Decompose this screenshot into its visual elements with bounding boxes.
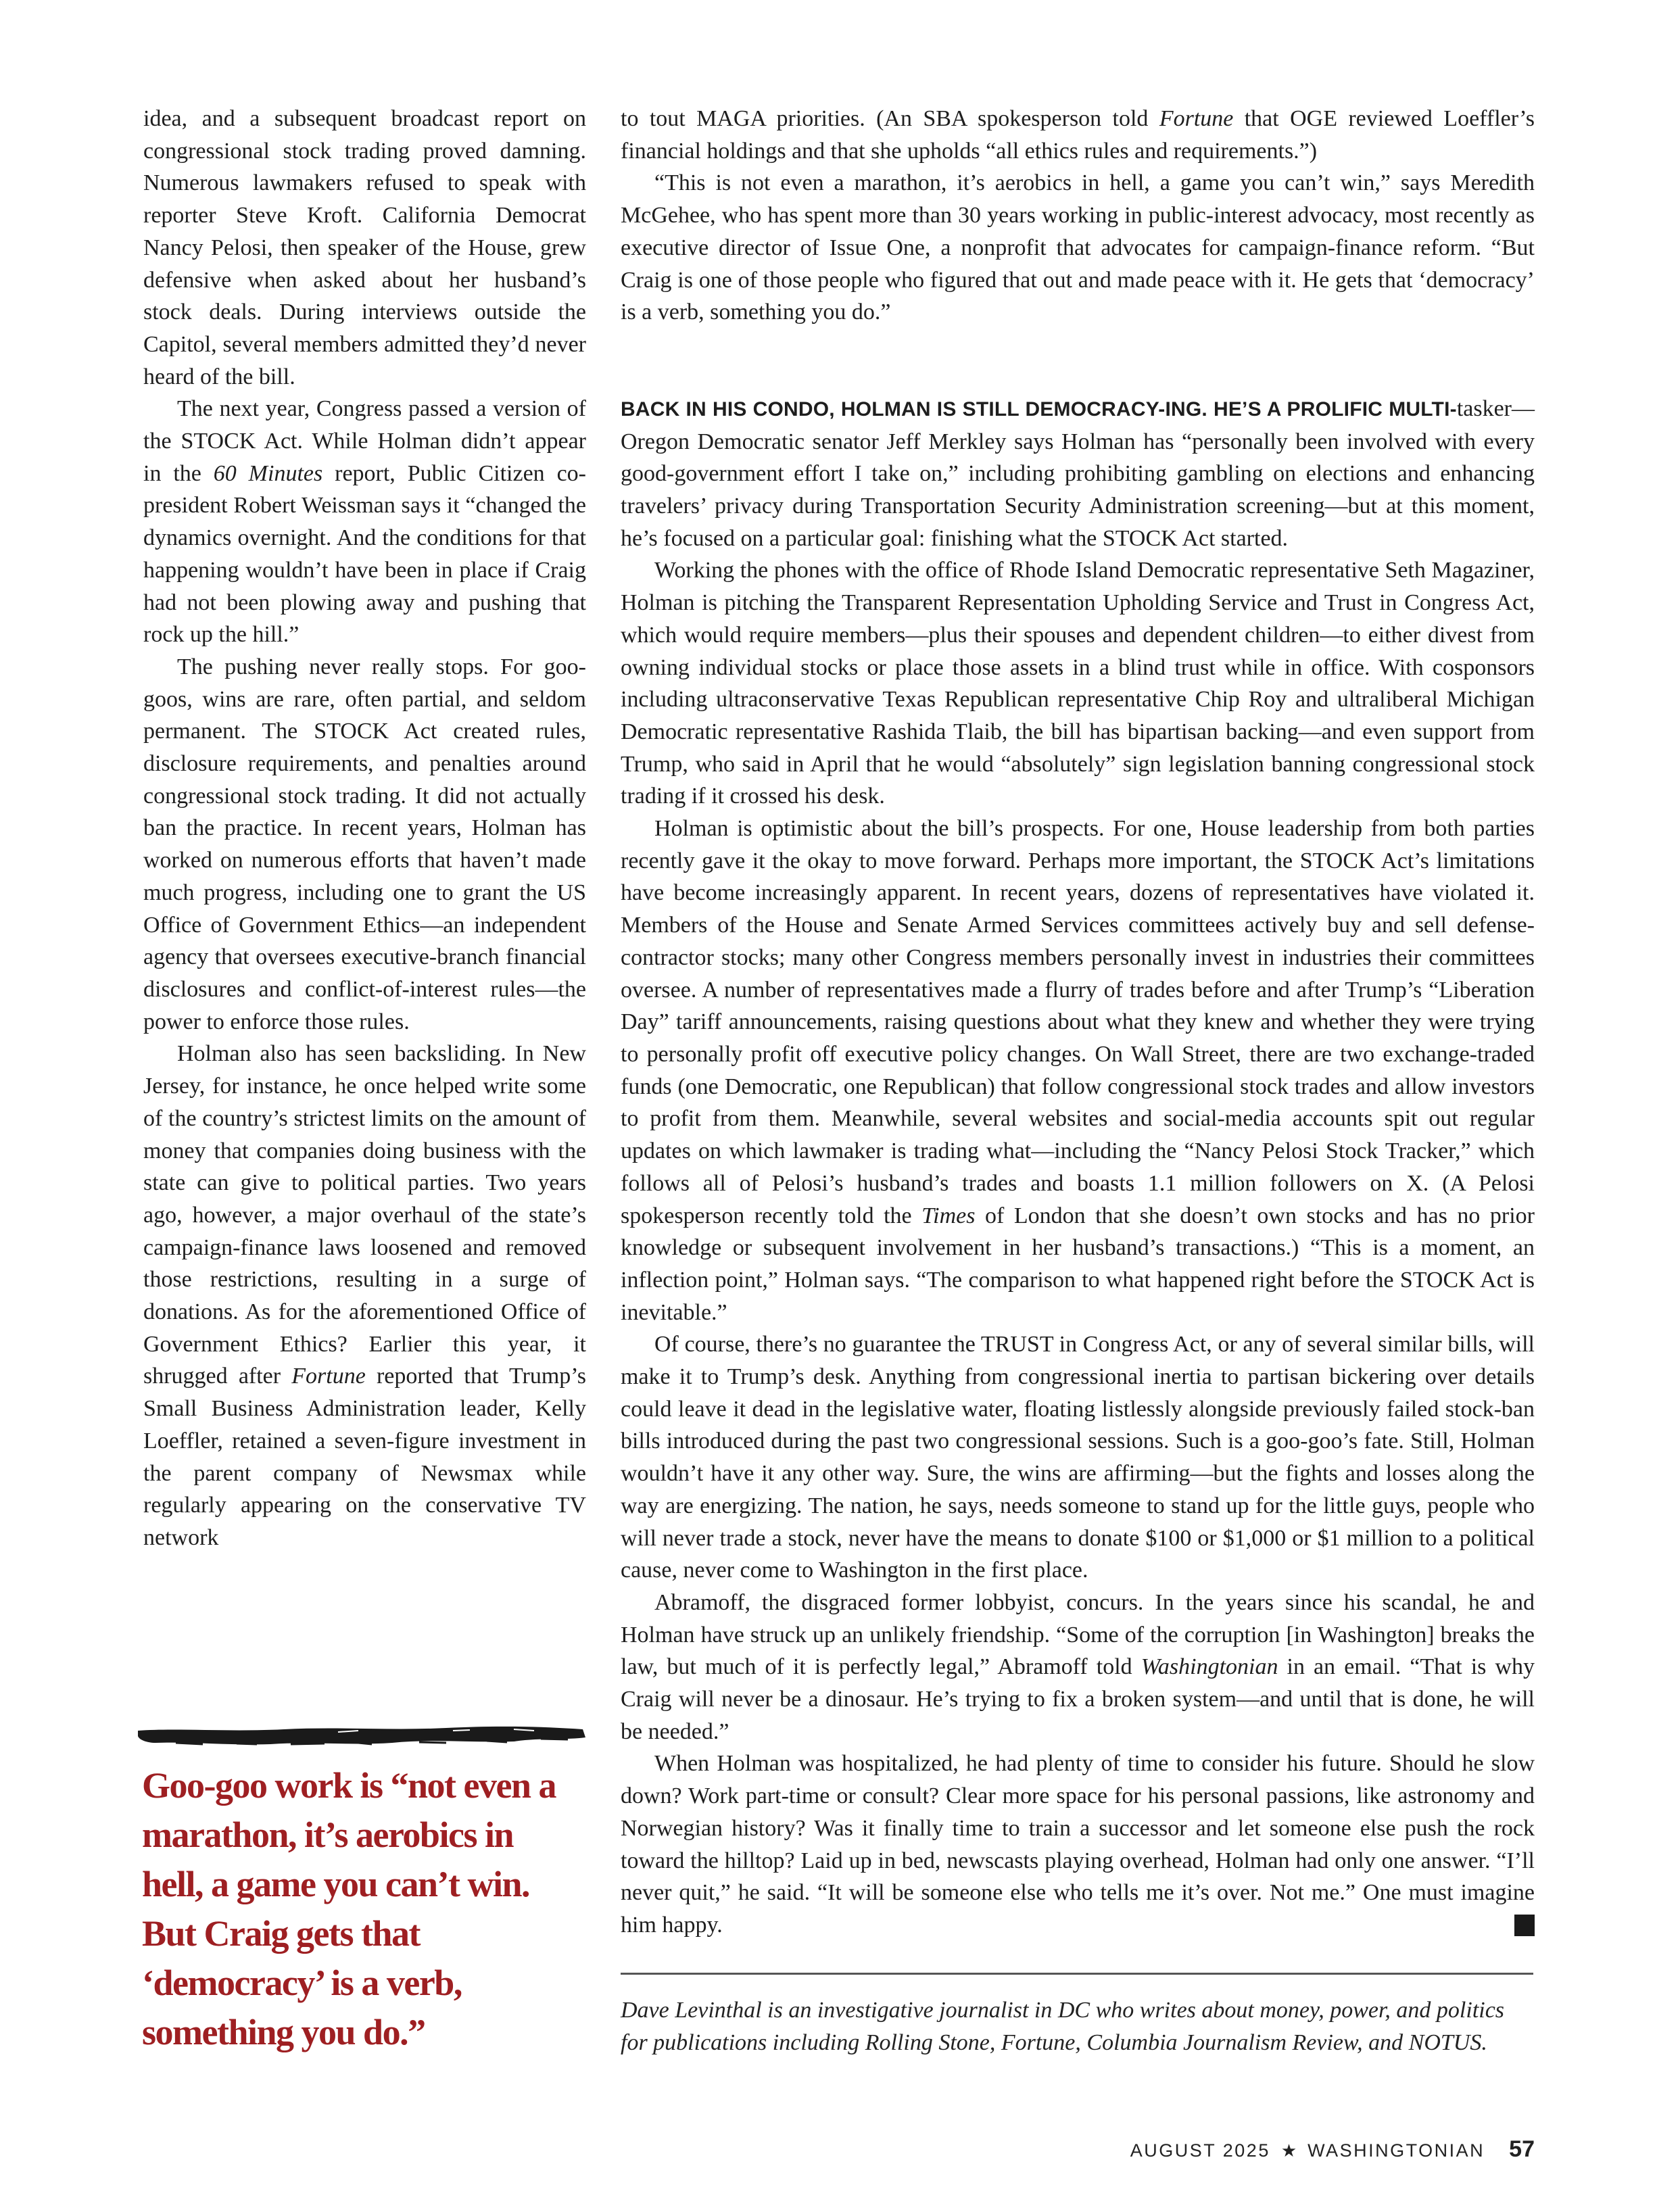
- issue-date: AUGUST 2025: [1130, 2140, 1270, 2161]
- bio-divider: [621, 1973, 1533, 1975]
- paragraph: idea, and a subsequent broadcast report on congressional stock trading proved damning. Numerous lawmakers refused to speak with reporter Steve Kroft. California Democrat Nancy Pelosi, then speaker of the House, grew defensive when asked about her husband’s stock deals. During interviews outside the Capitol, several members admitted they’d never heard of the bill.: [143, 106, 586, 389]
- text: in an email. “That is why Craig will never be a dinosaur. He’s trying to fix a broken system—and until that is done, he will be needed.”: [621, 1654, 1535, 1744]
- right-column: [621, 103, 1564, 1942]
- text: Abramoff, the disgraced former lobbyist, concurs. In the years since his scandal, he and Holman have struck up an unlikely friendship. “Some of the corruption [in Washington] breaks the law, but much of it is perfectly legal,” Abramoff told: [621, 1589, 1535, 1680]
- pull-quote: Goo-goo work is “not even a marathon, it’s aerobics in hell, a game you can’t win. But Craig gets that ‘democracy’ is a verb, something you do.”: [142, 1765, 556, 2052]
- author-bio: Dave Levinthal is an investigative journalist in DC who writes about money, power, and politics for publications including Rolling Stone, Fortune, Columbia Journalism Review, and NOTUS.: [621, 1998, 1505, 2055]
- left-column: [143, 103, 586, 1554]
- section-opening-paragraph: [621, 393, 1535, 555]
- section-lead-in: BACK IN HIS CONDO, HOLMAN IS STILL DEMOCRACY-ING. HE’S A PROLIFIC MULTI-: [621, 398, 1457, 420]
- text: Holman is optimistic about the bill’s prospects. For one, House leadership from both parties recently gave it the okay to move forward. Perhaps more important, the STOCK Act’s limitations have become increasingly apparent. In recent years, dozens of representatives have violated it. Members of the House and Senate Armed Services committees actively buy and sell defense-contractor stocks; many other Congress members personally invest in industries their committees oversee. A number of representatives made a flurry of trades before and after Trump’s “Liberation Day” tariff announcements, raising questions about what they knew and whether they were trying to personally profit off executive policy changes. On Wall Street, there are two exchange-traded funds (one Democratic, one Republican) that follow congressional stock trades and allow investors to profit from them. Meanwhile, several websites and social-media accounts spit out regular updates on which lawmaker is trading what—including the “Nancy Pelosi Stock Tracker,” which follows all of Pelosi’s husband’s trades and boasts 1.1 million followers on X. (A Pelosi spokesperson recently told the: [621, 816, 1535, 1228]
- paragraph: Working the phones with the office of Rhode Island Democratic representative Seth Magaziner, Holman is pitching the Transparent Representation Upholding Service and Trust in Congress Act, which would require members—plus their spouses and dependent children—to either divest from owning individual stocks or place those assets in a blind trust while in office. With cosponsors including ultraconservative Texas Republican representative Chip Roy and ultraliberal Michigan Democratic representative Rashida Tlaib, the bill has bipartisan backing—and even support from Trump, who said in April that he would “absolutely” sign legislation banning congressional stock trading if it crossed his desk.: [621, 558, 1535, 809]
- paragraph: [621, 1587, 1535, 1748]
- italic-title: Times: [921, 1203, 976, 1228]
- italic-title: Fortune: [1159, 106, 1234, 131]
- paragraph: [621, 103, 1535, 167]
- italic-title: Fortune: [291, 1364, 366, 1389]
- text: tasker—Oregon Democratic senator Jeff Merkley says Holman has “personally been involved with every good-government effort I take on,” including prohibiting gambling on elections and enhancing travelers’ privacy during Transportation Security Administration screening—but at this moment, he’s focused on a particular goal: finishing what the STOCK Act started.: [621, 395, 1535, 551]
- text: report, Public Citizen co-president Robert Weissman says it “changed the dynamics overnight. And the conditions for that happening wouldn’t have been in place if Craig had not been plowing away and pushing that rock up the hill.”: [143, 460, 586, 648]
- page-footer: [1130, 2136, 1535, 2163]
- paragraph: [621, 1748, 1564, 1941]
- paragraph: [143, 393, 586, 651]
- paragraph: The pushing never really stops. For goo-goos, wins are rare, often partial, and seldom permanent. The STOCK Act created rules, disclosure requirements, and penalties around congressional stock trading. It did not actually ban the practice. In recent years, Holman has worked on numerous efforts that haven’t made much progress, including one to grant the US Office of Government Ethics—an independent agency that oversees executive-branch financial disclosures and conflict-of-interest rules—the power to enforce those rules.: [143, 654, 586, 1034]
- end-mark-icon: W: [1514, 1915, 1535, 1936]
- paragraph: Of course, there’s no guarantee the TRUST in Congress Act, or any of several similar bills, will make it to Trump’s desk. Anything from congressional inertia to partisan bickering over details could leave it dead in the legislative water, floating listlessly alongside previously failed stock-ban bills introduced during the past two congressional sessions. Such is a goo-goo’s fate. Still, Holman wouldn’t have it any other way. Sure, the wins are affirming—but the fights and losses along the way are energizing. The nation, he says, needs someone to stand up for the little guys, people who will never trade a stock, never have the means to donate $100 or $1,000 or $1 million to a political cause, never come to Washington in the first place.: [621, 1332, 1535, 1583]
- paragraph: “This is not even a marathon, it’s aerobics in hell, a game you can’t win,” says Meredith McGehee, who has spent more than 30 years working in public-interest advocacy, most recently as executive director of Issue One, a nonprofit that advocates for campaign-finance reform. “But Craig is one of those people who figured that out and made peace with it. He gets that ‘democracy’ is a verb, something you do.”: [621, 170, 1535, 325]
- page-number: 57: [1509, 2136, 1535, 2162]
- text: to tout MAGA priorities. (An SBA spokesperson told: [621, 106, 1159, 131]
- brush-stroke-divider: [135, 1723, 588, 1750]
- text: of London that she doesn’t own stocks and has no prior knowledge or subsequent involvement in her husband’s transactions.) “This is a moment, an inflection point,” Holman says. “The comparison to what happened right before the STOCK Act is inevitable.”: [621, 1203, 1535, 1325]
- text: reported that Trump’s Small Business Administration leader, Kelly Loeffler, retained a seven-figure investment in the parent company of Newsmax while regularly appearing on the conservative TV network: [143, 1364, 586, 1550]
- italic-title: Washingtonian: [1141, 1654, 1278, 1680]
- paragraph: [143, 1038, 586, 1554]
- text: that OGE reviewed Loeffler’s financial holdings and that she upholds “all ethics rules and requirements.”): [621, 106, 1535, 164]
- italic-title: 60 Minutes: [213, 460, 323, 486]
- text: Holman also has seen backsliding. In New Jersey, for instance, he once helped write some of the country’s strictest limits on the amount of money that companies doing business with the state can give to political parties. Two years ago, however, a major overhaul of the state’s campaign-finance laws loosened and removed those restrictions, resulting in a surge of donations. As for the aforementioned Office of Government Ethics? Earlier this year, it shrugged after: [143, 1041, 586, 1389]
- publication-name: WASHINGTONIAN: [1307, 2140, 1485, 2161]
- star-icon: ★: [1280, 2140, 1297, 2161]
- section-break: [621, 329, 1535, 393]
- paragraph: [621, 813, 1535, 1328]
- text: When Holman was hospitalized, he had plenty of time to consider his future. Should he slow down? Work part-time or consult? Clear more space for his personal passions, like astronomy and Norwegian history? Was it finally time to train a successor and let someone else push the rock toward the hilltop? Laid up in bed, newscasts playing overhead, Holman had only one answer. “I’ll never quit,” he said. “It will be someone else who tells me it’s over. Not me.” One must imagine him happy.: [621, 1751, 1535, 1938]
- text: The next year, Congress passed a version of the STOCK Act. While Holman didn’t appear in the: [143, 396, 586, 486]
